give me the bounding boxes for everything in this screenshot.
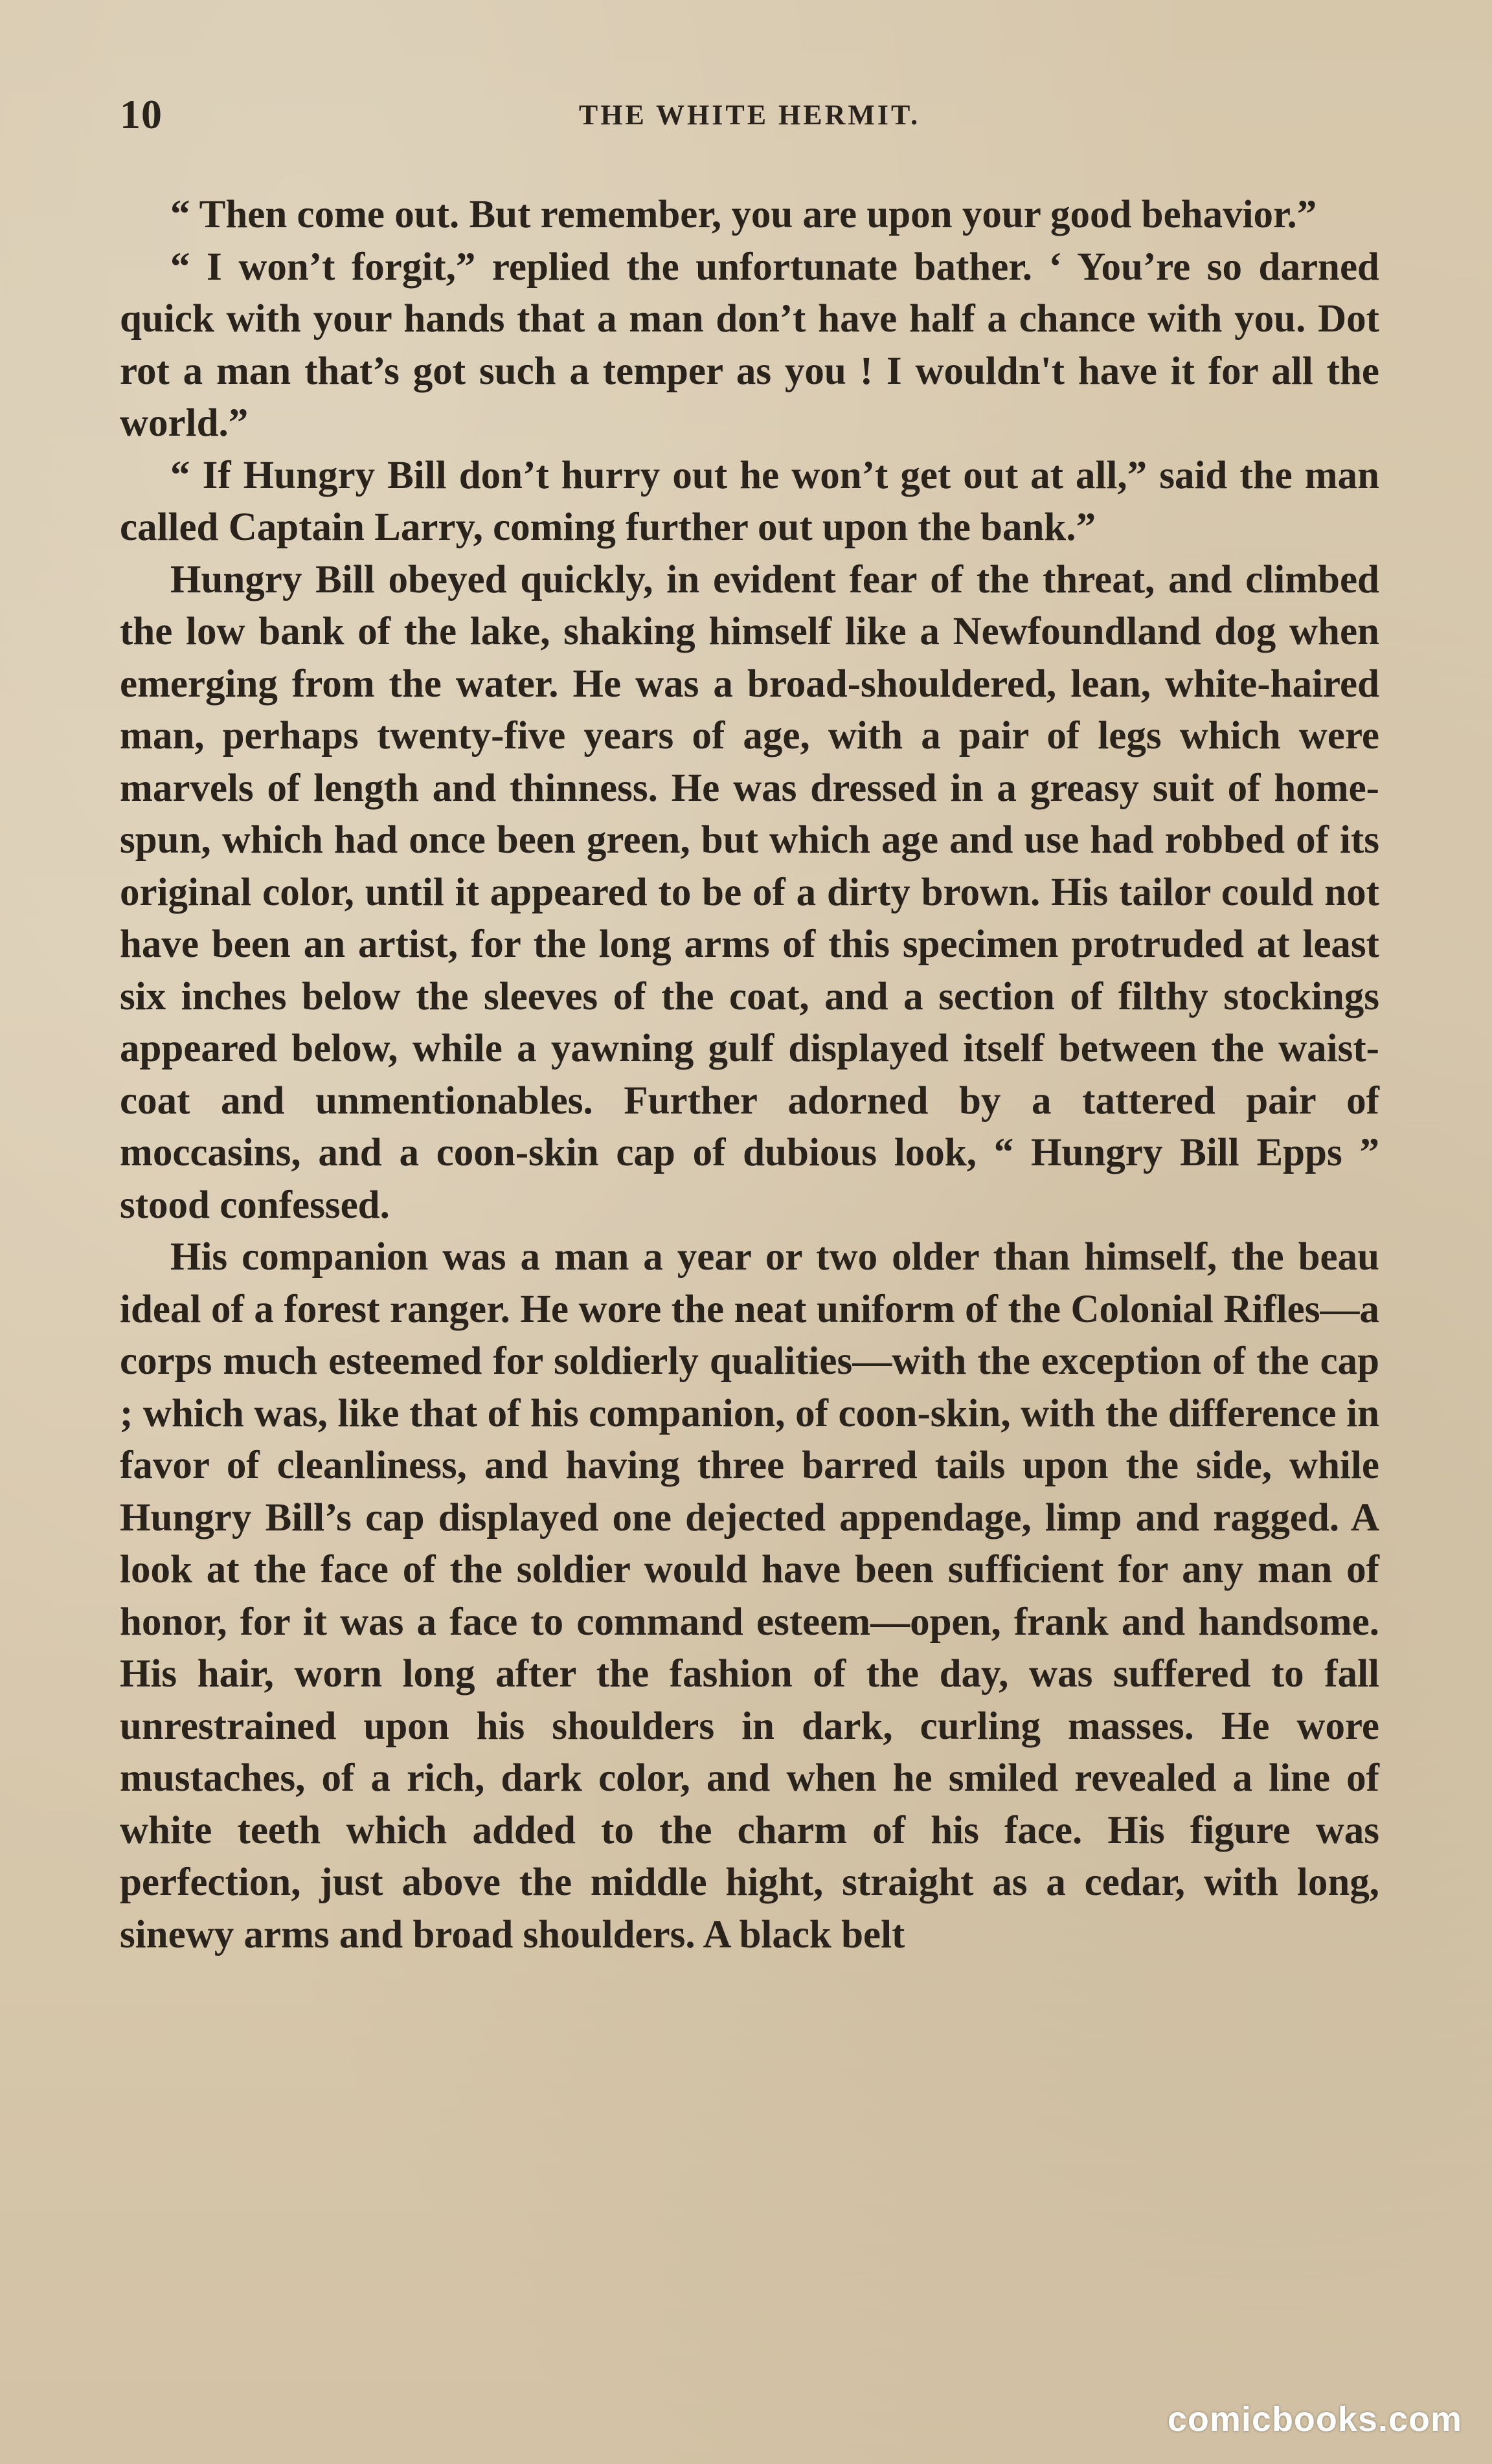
page-number: 10 bbox=[120, 91, 163, 137]
body-text bbox=[120, 189, 1379, 1961]
paragraph: “ If Hungry Bill don’t hurry out he won’t get out at all,” said the man called Captain Larry, coming further out upon the bank.” bbox=[120, 453, 1379, 549]
paragraph: His companion was a man a year or two older than himself, the beau ideal of a forest ranger. He wore the neat uniform of the Colonial Rifles—a corps much esteemed for soldierly qualities—with the exception of the cap ; which was, like that of his companion, of coon-skin, with the difference in favor of cleanliness, and having three barred tails upon the side, while Hungry Bill’s cap displayed one dejected appendage, limp and ragged. A look at the face of the soldier would have been sufficient for any man of honor, for it was a face to command esteem—open, frank and handsome. His hair, worn long after the fashion of the day, was suffered to fall unrestrained upon his shoulders in dark, curling masses. He wore mustaches, of a rich, dark color, and when he smiled revealed a line of white teeth which added to the charm of his face. His figure was perfection, just above the middle hight, straight as a cedar, with long, sinewy arms and broad shoulders. A black belt bbox=[120, 1235, 1379, 1956]
running-head: THE WHITE HERMIT. bbox=[578, 99, 921, 131]
watermark: comicbooks.com bbox=[1167, 2400, 1462, 2439]
paragraph: “ I won’t forgit,” replied the unfortunate bather. ‘ You’re so darned quick with your hands that a man don’t have half a chance with you. Dot rot a man that’s got such a temper as you ! I wouldn't have it for all the world.” bbox=[120, 245, 1379, 445]
page-header bbox=[120, 91, 1379, 142]
paragraph: Hungry Bill obeyed quickly, in evident fear of the threat, and climbed the low bank of the lake, shaking himself like a Newfoundland dog when emerging from the water. He was a broad-shouldered, lean, white-haired man, perhaps twenty-five years of age, with a pair of legs which were marvels of length and thinness. He was dressed in a greasy suit of home-spun, which had once been green, but which age and use had robbed of its original color, until it appeared to be of a dirty brown. His tailor could not have been an artist, for the long arms of this specimen protruded at least six inches below the sleeves of the coat, and a section of filthy stockings appeared below, while a yawning gulf displayed itself between the waist-coat and unmentionables. Further adorned by a tattered pair of moccasins, and a coon-skin cap of dubious look, “ Hungry Bill Epps ” stood confessed. bbox=[120, 557, 1379, 1227]
paragraph: “ Then come out. But remember, you are upon your good behavior.” bbox=[170, 193, 1317, 236]
